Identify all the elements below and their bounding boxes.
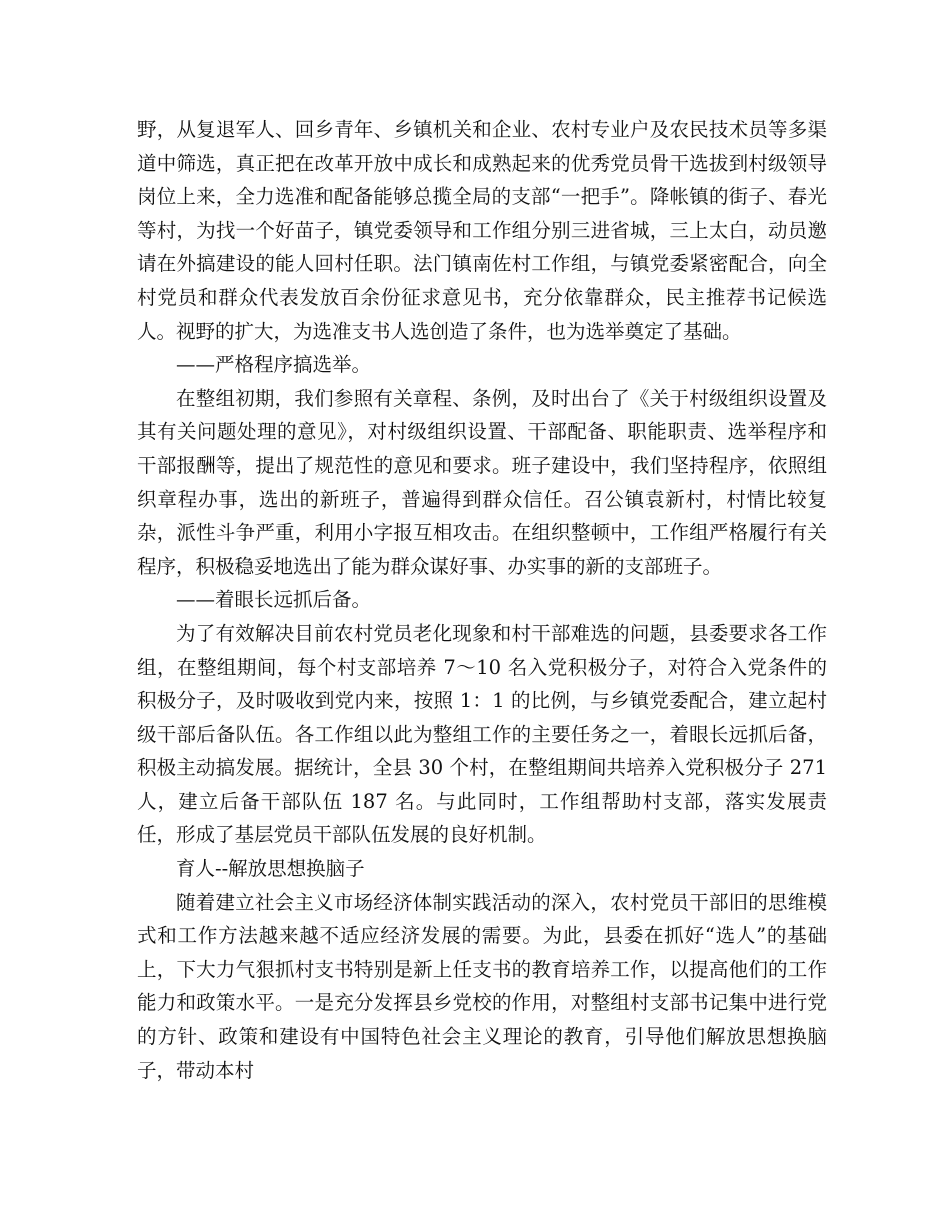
document-body [137, 113, 827, 1087]
paragraph-4: 随着建立社会主义市场经济体制实践活动的深入，农村党员干部旧的思维模式和工作方法越来越不适应经济发展的需要。为此，县委在抓好“选人”的基础上，下大力气狠抓村支书特别是新上任支书的教育培养工作，以提高他们的工作能力和政策水平。一是充分发挥县乡党校的作用，对整组村支部书记集中进行党的方针、政策和建设有中国特色社会主义理论的教育，引导他们解放思想换脑子，带动本村 [137, 890, 827, 1082]
paragraph-3: 为了有效解决目前农村党员老化现象和村干部难选的问题，县委要求各工作组，在整组期间，每个村支部培养 7～10 名入党积极分子，对符合入党条件的积极分子，及时吸收到党内来，按照 1：1 的比例，与乡镇党委配合，建立起村级干部后备队伍。各工作组以此为整组工作的主要任务之一，着眼长远抓后备，积极主动搞发展。据统计，全县 30 个村，在整组期间共培养入党积极分子 271 人，建立后备干部队伍 187 名。与此同时，工作组帮助村支部，落实发展责任，形成了基层党员干部队伍发展的良好机制。 [137, 621, 827, 847]
paragraph-2: 在整组初期，我们参照有关章程、条例，及时出台了《关于村级组织设置及其有关问题处理的意见》，对村级组织设置、干部配备、职能职责、选举程序和干部报酬等，提出了规范性的意见和要求。班子建设中，我们坚持程序，依照组织章程办事，选出的新班子，普遍得到群众信任。召公镇袁新村，村情比较复杂，派性斗争严重，利用小字报互相攻击。在组织整顿中，工作组严格履行有关程序，积极稳妥地选出了能为群众谋好事、办实事的新的支部班子。 [137, 386, 827, 578]
paragraph-1: 野，从复退军人、回乡青年、乡镇机关和企业、农村专业户及农民技术员等多渠道中筛选，真正把在改革开放中成长和成熟起来的优秀党员骨干选拔到村级领导岗位上来，全力选准和配备能够总揽全局的支部“一把手”。降帐镇的街子、春光等村，为找一个好苗子，镇党委领导和工作组分别三进省城，三上太白，动员邀请在外搞建设的能人回村任职。法门镇南佐村工作组，与镇党委紧密配合，向全村党员和群众代表发放百余份征求意见书，充分依靠群众，民主推荐书记候选人。视野的扩大，为选准支书人选创造了条件，也为选举奠定了基础。 [137, 118, 827, 343]
section-heading-reserve-cadres: ——着眼长远抓后备。 [176, 588, 372, 612]
section-heading-strict-procedure: ——严格程序搞选举。 [176, 353, 372, 377]
section-heading-educating-people: 育人--解放思想换脑子 [176, 857, 365, 881]
